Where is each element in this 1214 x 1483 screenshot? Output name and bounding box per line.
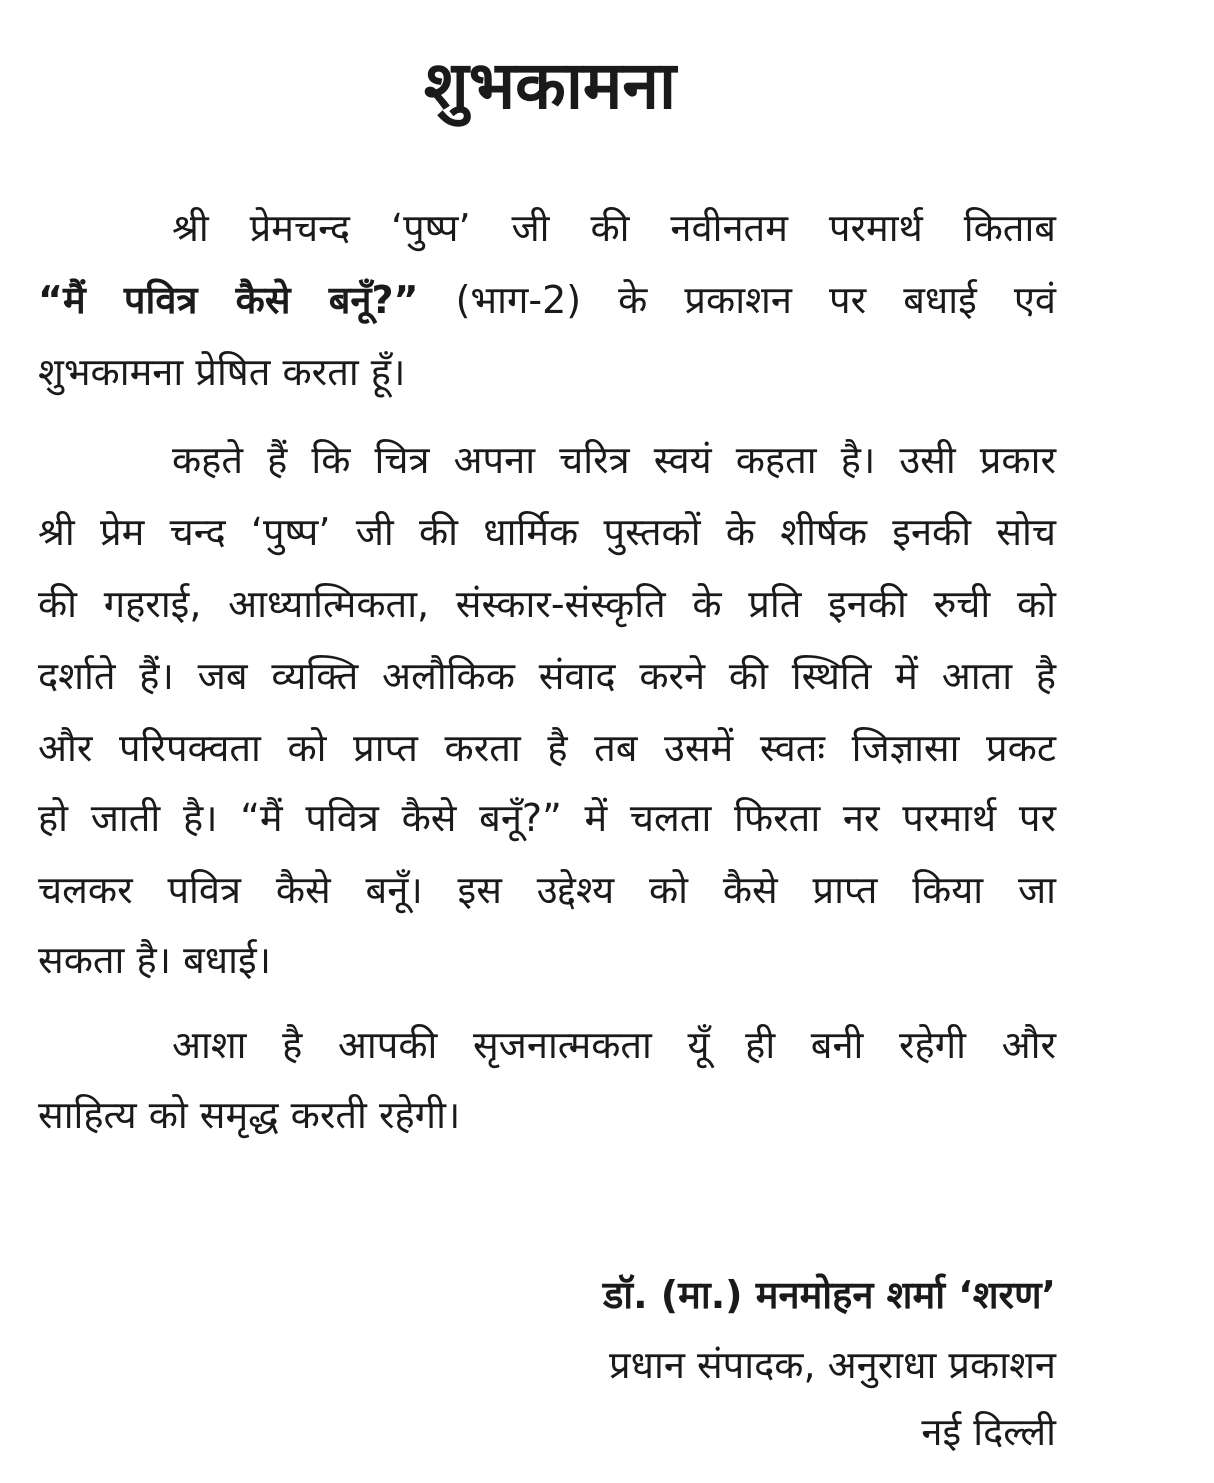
paragraph-3-line: आशा है आपकी सृजनात्मकता यूँ ही बनी रहेगी और (172, 1023, 1056, 1067)
paragraph-2-line: श्री प्रेम चन्द ‘पुष्प’ जी की धार्मिक पुस्तकों के शीर्षक इनकी सोच (38, 510, 1056, 554)
signatory-name: डॉ. (मा.) मनमोहन शर्मा ‘शरण’ (602, 1273, 1056, 1317)
book-title: “मैं पवित्र कैसे बनूँ?” (38, 278, 419, 322)
paragraph-2-line: की गहराई, आध्यात्मिकता, संस्कार-संस्कृति के प्रति इनकी रुची को (38, 582, 1056, 626)
paragraph-1-line-2 (38, 275, 1056, 325)
paragraph-2-line: दर्शाते हैं। जब व्यक्ति अलौकिक संवाद करने की स्थिति में आता है (38, 654, 1056, 698)
paragraph-2-line: चलकर पवित्र कैसे बनूँ। इस उद्देश्य को कैसे प्राप्त किया जा (38, 868, 1056, 912)
signatory-place: नई दिल्ली (921, 1410, 1056, 1454)
paragraph-1-line-3: शुभकामना प्रेषित करता हूँ। (38, 350, 406, 394)
signatory-designation: प्रधान संपादक, अनुराधा प्रकाशन (608, 1343, 1056, 1387)
paragraph-2-line: सकता है। बधाई। (38, 938, 272, 982)
paragraph-2-line: और परिपक्वता को प्राप्त करता है तब उसमें स्वतः जिज्ञासा प्रकट (38, 726, 1056, 770)
paragraph-1-line-1: श्री प्रेमचन्द ‘पुष्प’ जी की नवीनतम परमार्थ किताब (172, 206, 1056, 250)
paragraph-3-line: साहित्य को समृद्ध करती रहेगी। (38, 1093, 461, 1137)
page-title: शुभकामना (423, 47, 677, 124)
paragraph-2-line: कहते हैं कि चित्र अपना चरित्र स्वयं कहता है। उसी प्रकार (172, 438, 1056, 482)
paragraph-1-line-2-rest: (भाग-2) के प्रकाशन पर बधाई एवं (455, 278, 1056, 322)
paragraph-2-line: हो जाती है। “मैं पवित्र कैसे बनूँ?” में चलता फिरता नर परमार्थ पर (38, 796, 1056, 840)
